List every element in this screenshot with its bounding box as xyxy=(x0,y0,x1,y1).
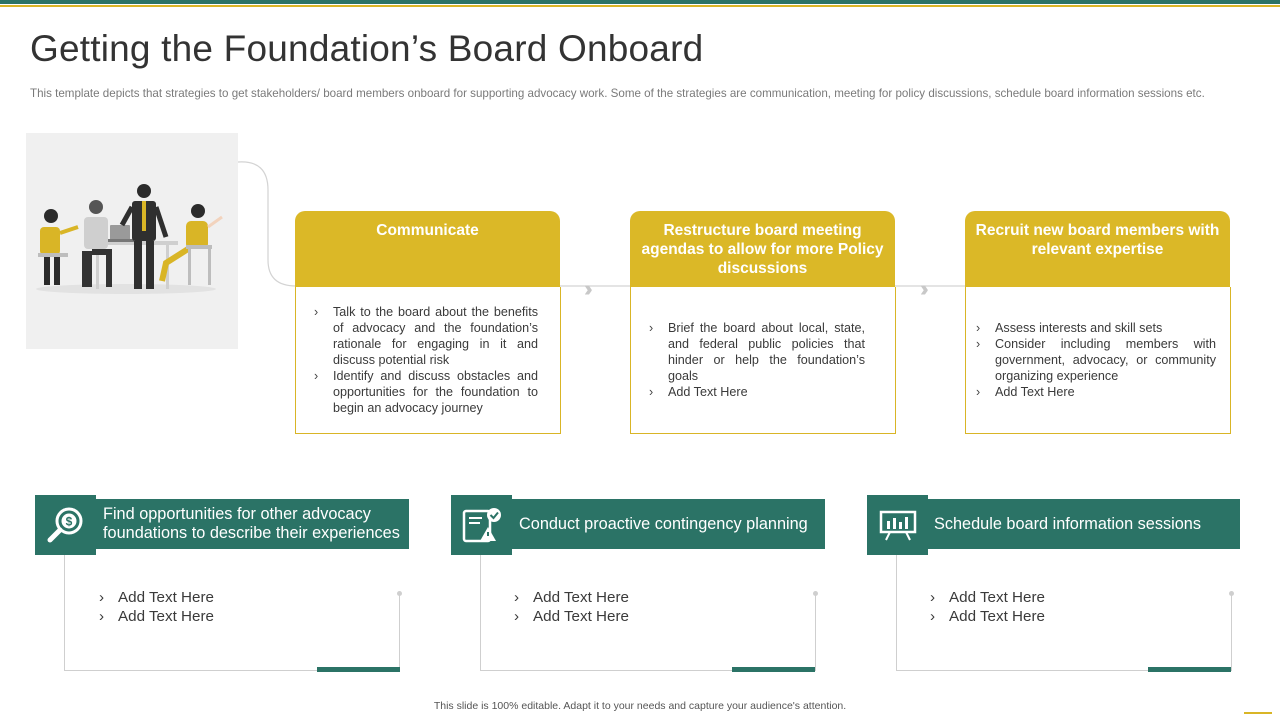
list-item: › Assess interests and skill sets xyxy=(976,320,1216,336)
card-accent-bar xyxy=(732,667,815,672)
list-item: › Add Text Here xyxy=(514,608,629,627)
footer-note: This slide is 100% editable. Adapt it to your needs and capture your audience's attention. xyxy=(433,700,847,712)
top-accent-line xyxy=(0,5,1280,7)
card-divider xyxy=(1231,594,1232,670)
step-recruit-heading: Recruit new board members with relevant expertise xyxy=(965,211,1230,287)
action-2-list xyxy=(514,589,629,626)
action-3-list xyxy=(930,589,1045,626)
step-recruit-body xyxy=(965,287,1231,434)
list-item: › Consider including members with government, advocacy, or community organizing experience xyxy=(976,336,1216,384)
card-dot xyxy=(1229,591,1234,596)
chevron-right-icon: ›› xyxy=(584,276,587,301)
card-divider xyxy=(815,594,816,670)
list-item: › Add Text Here xyxy=(99,589,214,608)
top-accent-bar xyxy=(0,0,1280,4)
step-communicate-heading: Communicate xyxy=(295,211,560,287)
list-item: › Add Text Here xyxy=(930,608,1045,627)
list-item: › Add Text Here xyxy=(99,608,214,627)
team-meeting-illustration xyxy=(26,133,238,349)
card-accent-bar xyxy=(317,667,400,672)
list-item: › Brief the board about local, state, and federal public policies that hinder or help the foundation’s goals xyxy=(649,320,865,384)
list-item: › Identify and discuss obstacles and opportunities for the foundation to begin an advocacy journey xyxy=(314,368,538,416)
page-title: Getting the Foundation’s Board Onboard xyxy=(30,28,704,69)
card-dot xyxy=(813,591,818,596)
card-accent-bar xyxy=(1148,667,1231,672)
action-icon-box xyxy=(35,495,96,555)
corner-accent-line xyxy=(1244,712,1272,714)
action-contingency-label: Conduct proactive contingency planning xyxy=(512,499,825,549)
action-icon-box xyxy=(867,495,928,555)
action-1-list xyxy=(99,589,214,626)
list-item: › Add Text Here xyxy=(649,384,865,400)
list-item: › Talk to the board about the benefits of advocacy and the foundation’s rationale for engaging in it and discuss potential risk xyxy=(314,304,538,368)
dollar-search-icon xyxy=(45,504,87,546)
svg-text:$: $ xyxy=(65,514,72,529)
presentation-board-icon xyxy=(878,508,918,542)
action-schedule-label: Schedule board information sessions xyxy=(927,499,1240,549)
card-dot xyxy=(397,591,402,596)
contingency-plan-icon xyxy=(460,505,504,545)
step-restructure-body xyxy=(630,287,896,434)
chevron-right-icon: ›› xyxy=(920,276,923,301)
list-item: › Add Text Here xyxy=(976,384,1216,400)
action-icon-box xyxy=(451,495,512,555)
action-find-opportunities-label: Find opportunities for other advocacy foundations to describe their experiences xyxy=(96,499,409,549)
step-communicate-body xyxy=(295,287,561,434)
list-item: › Add Text Here xyxy=(930,589,1045,608)
list-item: › Add Text Here xyxy=(514,589,629,608)
step-restructure-heading: Restructure board meeting agendas to allow for more Policy discussions xyxy=(630,211,895,287)
card-divider xyxy=(399,594,400,670)
page-subtitle: This template depicts that strategies to get stakeholders/ board members onboard for supporting advocacy work. Some of the strategies are communication, meeting for policy discussions, schedule board information sessions etc. xyxy=(30,87,1205,100)
